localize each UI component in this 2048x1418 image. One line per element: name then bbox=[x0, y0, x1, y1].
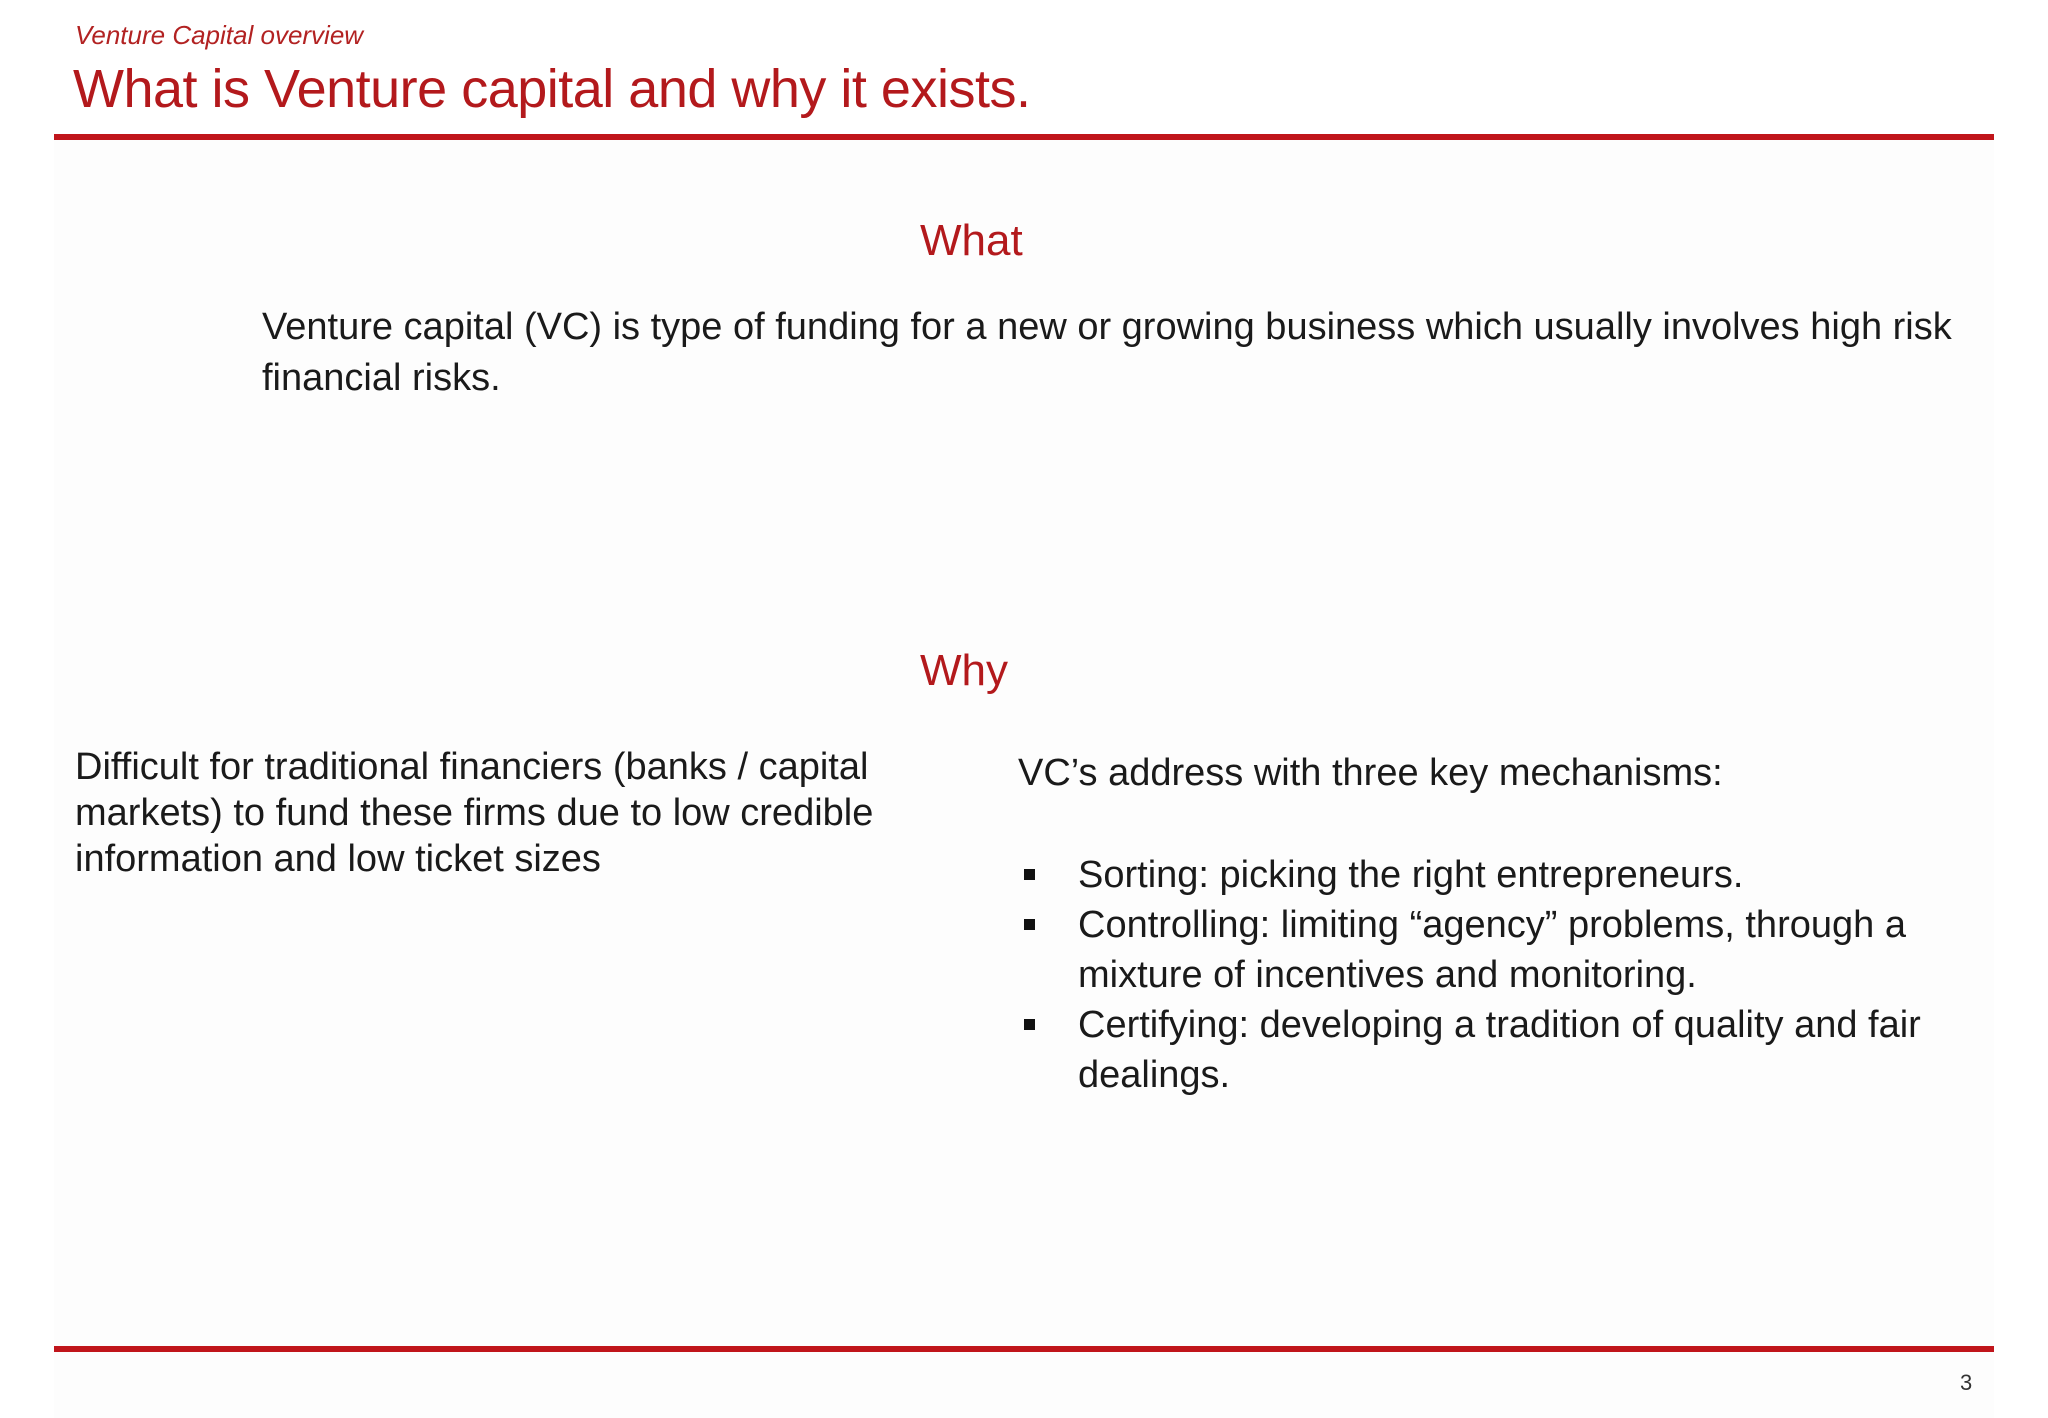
square-bullet-icon bbox=[1024, 919, 1035, 930]
list-item bbox=[1018, 1000, 1978, 1100]
mechanism-sorting: Sorting: picking the right entrepreneurs. bbox=[1078, 854, 1744, 896]
square-bullet-icon bbox=[1024, 1019, 1035, 1030]
section-subtitle: Venture Capital overview bbox=[75, 20, 364, 50]
why-mechanisms-intro: VC’s address with three key mechanisms: bbox=[1018, 752, 1723, 794]
list-item bbox=[1018, 900, 1978, 1000]
what-heading: What bbox=[920, 216, 1023, 265]
list-item bbox=[1018, 850, 1978, 900]
square-bullet-icon bbox=[1024, 869, 1035, 880]
mechanism-certifying: Certifying: developing a tradition of quality and fair dealings. bbox=[1078, 1004, 1921, 1096]
what-body-text: Venture capital (VC) is type of funding for a new or growing business which usually involves high risk financial risks. bbox=[262, 306, 1952, 399]
mechanisms-list bbox=[1018, 850, 1978, 1100]
slide-title: What is Venture capital and why it exists. bbox=[73, 59, 1031, 119]
why-problem-text: Difficult for traditional financiers (banks / capital markets) to fund these firms due to low credible information and low ticket sizes bbox=[75, 746, 874, 880]
header-divider bbox=[54, 134, 1994, 140]
why-heading: Why bbox=[920, 646, 1008, 695]
footer-divider bbox=[54, 1346, 1994, 1352]
mechanism-controlling: Controlling: limiting “agency” problems, through a mixture of incentives and monitoring. bbox=[1078, 904, 1906, 996]
page-number: 3 bbox=[1960, 1370, 1973, 1395]
